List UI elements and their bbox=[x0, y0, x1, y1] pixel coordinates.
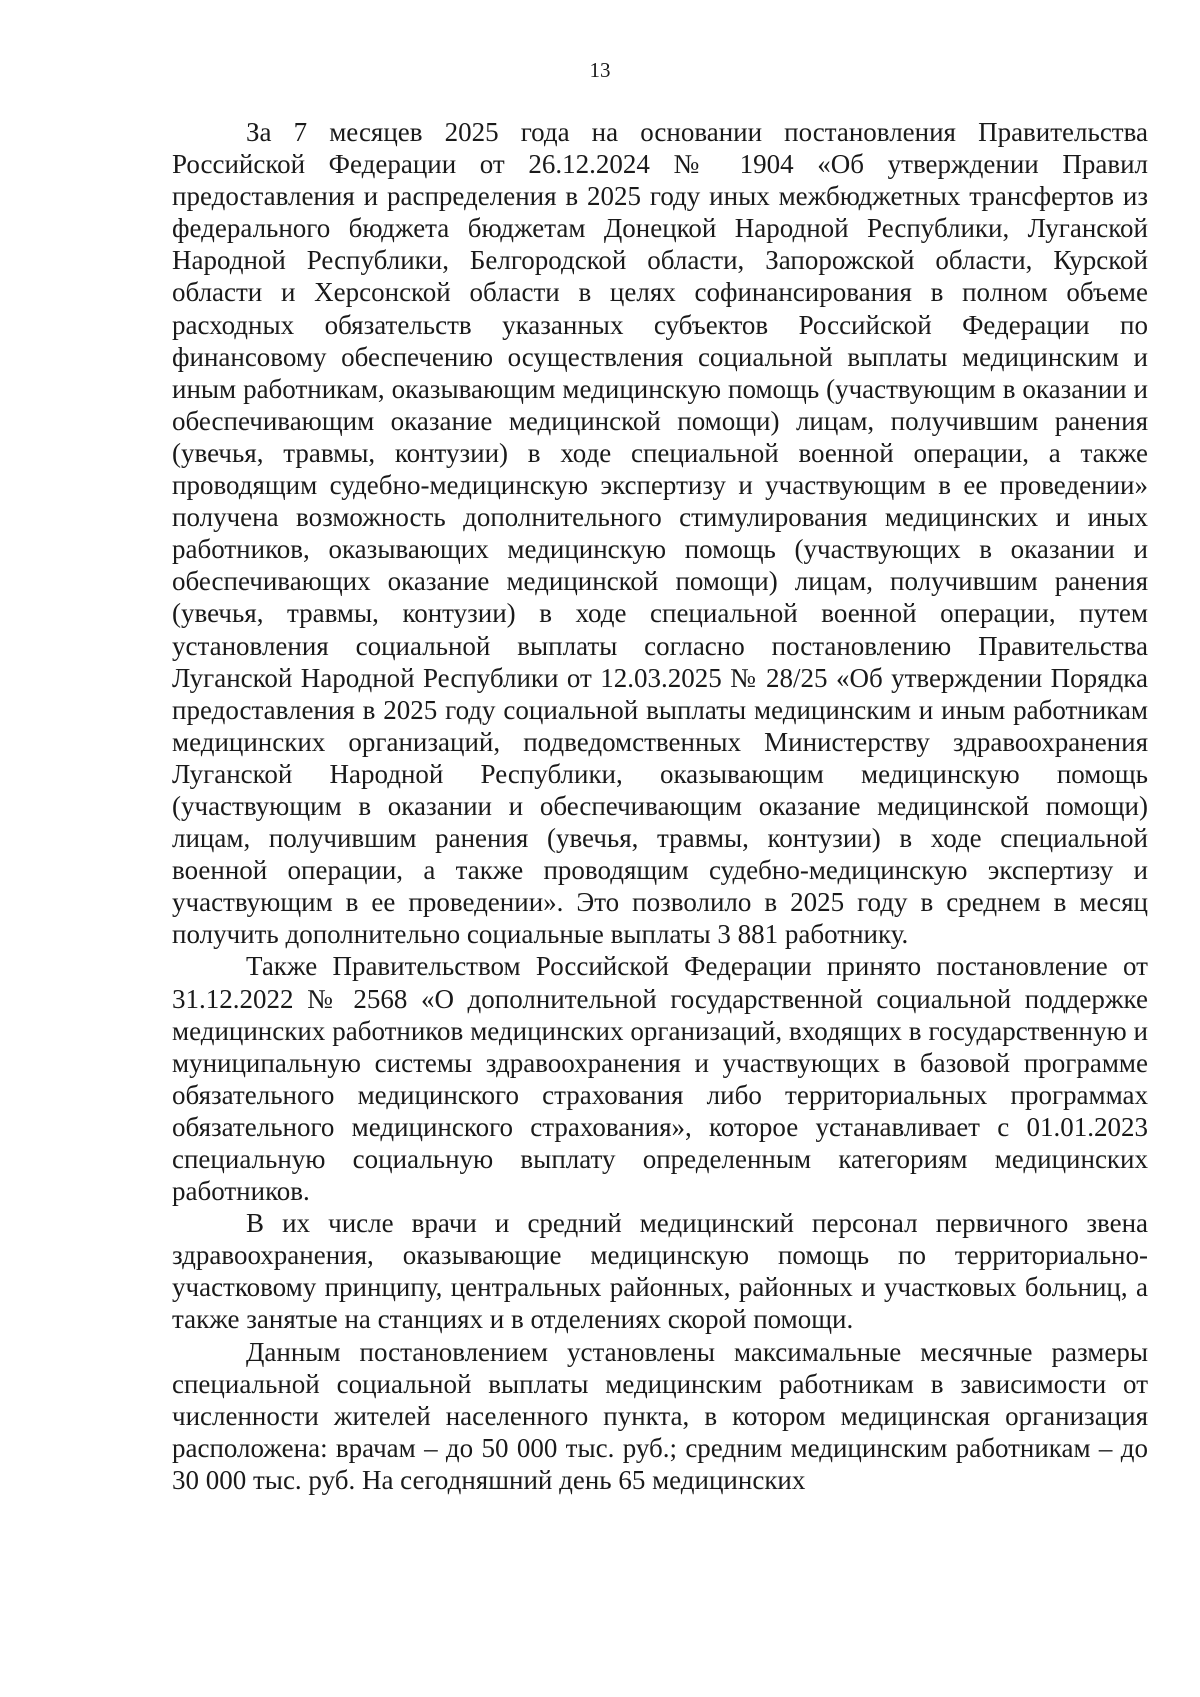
page-number: 13 bbox=[589, 58, 611, 82]
paragraph-payment-amounts: Данным постановлением установлены максимальные месячные размеры специальной социальной выплаты медицинским работникам в зависимости от численности жителей населенного пункта, в котором медицинская организация расположена: врачам – до 50 000 тыс. руб.; средним медицинским работникам – до 30 000 тыс. руб. На сегодняшний день 65 медицинских bbox=[172, 1336, 1148, 1495]
paragraph-svo-social-payments: За 7 месяцев 2025 года на основании постановления Правительства Российской Федерации от 26.12.2024 № 1904 «Об утверждении Правил предоставления и распределения в 2025 году иных межбюджетных трансфертов из федерального бюджета бюджетам Донецкой Народной Республики, Луганской Народной Республики, Белгородской области, Запорожской области, Курской области и Херсонской области в целях софинансирования в полном объеме расходных обязательств указанных субъектов Российской Федерации по финансовому обеспечению осуществления социальной выплаты медицинским и иным работникам, оказывающим медицинскую помощь (участвующим в оказании и обеспечивающим оказание медицинской помощи) лицам, получившим ранения (увечья, травмы, контузии) в ходе специальной военной операции, а также проводящим судебно-медицинскую экспертизу и участвующим в ее проведении» получена возможность дополнительного стимулирования медицинских и иных работников, оказывающих медицинскую помощь (участвующих в оказании и обеспечивающих оказание медицинской помощи) лицам, получившим ранения (увечья, травмы, контузии) в ходе специальной военной операции, путем установления социальной выплаты согласно постановлению Правительства Луганской Народной Республики от 12.03.2025 № 28/25 «Об утверждении Порядка предоставления в 2025 году социальной выплаты медицинским и иным работникам медицинских организаций, подведомственных Министерству здравоохранения Луганской Народной Республики, оказывающим медицинскую помощь (участвующим в оказании и обеспечивающим оказание медицинской помощи) лицам, получившим ранения (увечья, травмы, контузии) в ходе специальной военной операции, а также проводящим судебно-медицинскую экспертизу и участвующим в ее проведении». Это позволило в 2025 году в среднем в месяц получить дополнительно социальные выплаты 3 881 работнику. bbox=[172, 117, 1148, 950]
document-body bbox=[172, 116, 1148, 1496]
paragraph-eligible-staff: В их числе врачи и средний медицинский персонал первичного звена здравоохранения, оказывающие медицинскую помощь по территориально-участковому принципу, центральных районных, районных и участковых больниц, а также занятые на станциях и в отделениях скорой помощи. bbox=[172, 1208, 1148, 1335]
paragraph-resolution-2568: Также Правительством Российской Федерации принято постановление от 31.12.2022 № 2568 «О дополнительной государственной социальной поддержке медицинских работников медицинских организаций, входящих в государственную и муниципальную системы здравоохранения и участвующих в базовой программе обязательного медицинского страхования либо территориальных программах обязательного медицинского страхования», которое устанавливает с 01.01.2023 специальную социальную выплату определенным категориям медицинских работников. bbox=[172, 951, 1148, 1207]
